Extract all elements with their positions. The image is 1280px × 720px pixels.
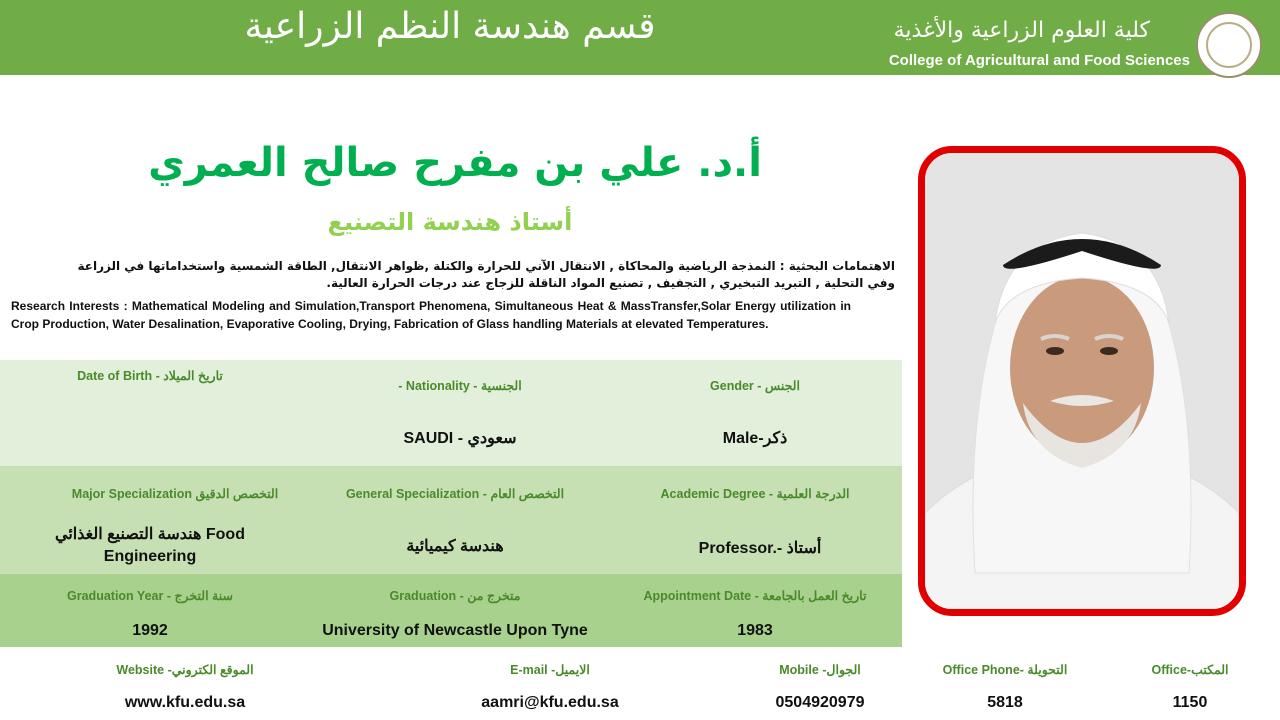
major-specialization-label: Major Specialization التخصص الدقيق: [71, 487, 279, 501]
appointment-date-label: Appointment Date - تاريخ العمل بالجامعة: [643, 589, 867, 603]
office-label: Office-المكتب: [1151, 663, 1229, 677]
university-seal-icon: [1196, 12, 1262, 78]
profile-photo: [918, 146, 1246, 616]
gender-value: Male-ذكر: [722, 430, 788, 447]
graduation-year-value: 1992: [132, 622, 168, 639]
info-band-career: [0, 574, 902, 647]
major-specialization-value: هندسة التصنيع الغذائي Food Engineering: [55, 526, 245, 565]
academic-degree-label: Academic Degree - الدرجة العلمية: [660, 487, 850, 501]
seal-inner-ring: [1206, 22, 1252, 68]
department-title: قسم هندسة النظم الزراعية: [244, 6, 656, 47]
website-label: Website -الموقع الكتروني: [116, 663, 254, 677]
graduation-university-value: University of Newcastle Upon Tyne: [322, 622, 588, 639]
graduation-label: Graduation - متخرج من: [389, 589, 521, 603]
email-link[interactable]: aamri@kfu.edu.sa: [481, 694, 619, 711]
professor-name: أ.د. علي بن مفرح صالح العمري: [148, 140, 762, 186]
research-interests-english: Research Interests : Mathematical Modeling and Simulation,Transport Phenomena, Simultaneous Heat & MassTransfer,Solar Energy utilization in Crop Production, Water Desalination, Evaporative Cooling, Drying, Fabrication of Glass handling Materials at elevated Temperatures.: [11, 299, 851, 331]
professor-title: أستاذ هندسة التصنيع: [327, 208, 573, 236]
info-band-education: [0, 466, 902, 574]
college-name-english: College of Agricultural and Food Sciences: [888, 52, 1190, 69]
office-phone-value: 5818: [987, 694, 1023, 711]
general-specialization-label: General Specialization - التخصص العام: [345, 487, 565, 501]
nationality-label: - Nationality - الجنسية: [398, 379, 522, 393]
date-of-birth-label: Date of Birth - تاريخ الميلاد: [77, 369, 223, 383]
email-label: E-mail -الايميل: [510, 663, 590, 677]
college-name-arabic: كلية العلوم الزراعية والأغذية: [893, 18, 1150, 43]
nationality-value: SAUDI - سعودي: [403, 430, 517, 447]
portrait-illustration: [925, 153, 1239, 609]
research-interests-arabic: الاهتمامات البحثية : النمذجة الرياضية والمحاكاة , الانتقال الآني للحرارة والكتلة ,ظواهر الانتقال, الطاقة الشمسية واستخداماتها في الزراعة وفي التحلية , التبريد التبخيري , التجفيف , تصنيع المواد الناقلة للزجاج عند درجات الحرارة العالية.: [77, 259, 895, 290]
office-phone-label: Office Phone- التحويلة: [942, 663, 1068, 677]
mobile-label: Mobile -الجوال: [779, 663, 861, 677]
mobile-value: 0504920979: [775, 694, 865, 711]
general-specialization-value: هندسة كيميائية: [406, 538, 504, 555]
gender-label: Gender - الجنس: [710, 379, 800, 393]
academic-degree-value: Professor.- أستاذ: [698, 540, 822, 557]
appointment-date-value: 1983: [737, 622, 773, 639]
header-bar: [0, 0, 1280, 75]
info-band-personal: [0, 360, 902, 466]
office-value: 1150: [1172, 694, 1208, 711]
graduation-year-label: Graduation Year - سنة التخرج: [67, 589, 233, 603]
website-link[interactable]: www.kfu.edu.sa: [124, 694, 246, 711]
